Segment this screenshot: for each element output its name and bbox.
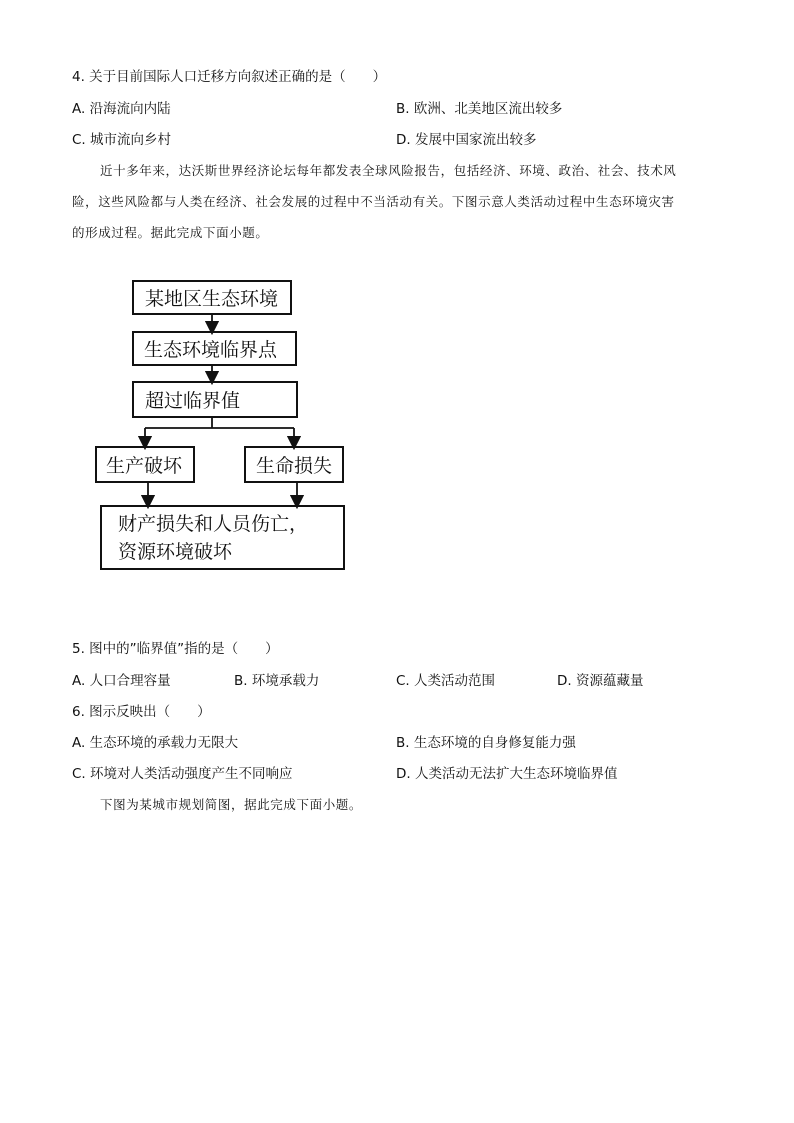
box6-label-line1: 财产损失和人员伤亡，: [118, 513, 309, 535]
intro2-text: 下图为某城市规划简图，据此完成下面小题。: [100, 797, 363, 812]
q4-option-a: A. 沿海流向内陆: [72, 101, 171, 117]
box1-label: 某地区生态环境: [145, 288, 279, 310]
q5-option-a: A. 人口合理容量: [72, 673, 171, 689]
q4-option-d: D. 发展中国家流出较多: [396, 132, 537, 148]
intro-line-1: 近十多年来，达沃斯世界经济论坛每年都发表全球风险报告，包括经济、环境、政治、社会、技术风: [100, 163, 677, 178]
q6-option-c: C. 环境对人类活动强度产生不同响应: [72, 766, 293, 782]
box5-label: 生命损失: [256, 455, 333, 477]
box6-label-line2: 资源环境破坏: [118, 541, 233, 563]
q6-stem: 6. 图示反映出（ ）: [72, 704, 211, 720]
q6-option-a: A. 生态环境的承载力无限大: [72, 735, 239, 751]
intro-line-2: 险，这些风险都与人类在经济、社会发展的过程中不当活动有关。下图示意人类活动过程中生态环境灾害: [72, 194, 675, 209]
q6-option-b: B. 生态环境的自身修复能力强: [396, 735, 576, 751]
box3-label: 超过临界值: [145, 390, 241, 412]
box4-label: 生产破坏: [106, 455, 183, 477]
intro-line-3: 的形成过程。据此完成下面小题。: [72, 225, 269, 240]
q6-option-d: D. 人类活动无法扩大生态环境临界值: [396, 766, 618, 782]
q5-option-d: D. 资源蕴藏量: [557, 673, 644, 689]
q4-option-c: C. 城市流向乡村: [72, 132, 172, 148]
q4-stem: 4. 关于目前国际人口迁移方向叙述正确的是（ ）: [72, 69, 387, 85]
q5-stem: 5. 图中的”临界值”指的是（ ）: [72, 641, 279, 657]
q5-option-c: C. 人类活动范围: [396, 673, 496, 689]
box2-label: 生态环境临界点: [144, 339, 278, 361]
q5-option-b: B. 环境承载力: [234, 673, 320, 689]
q4-option-b: B. 欧洲、北美地区流出较多: [396, 101, 563, 117]
